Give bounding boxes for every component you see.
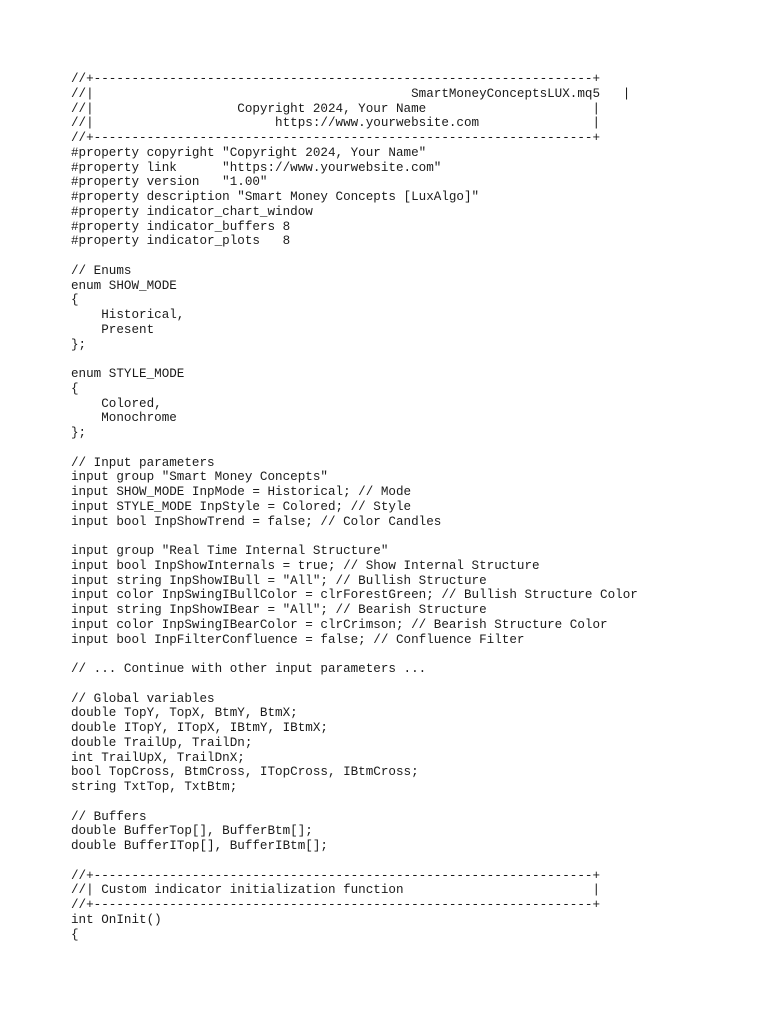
code-line: string TxtTop, TxtBtm; (71, 780, 238, 794)
code-line: #property copyright "Copyright 2024, Your Name" (71, 145, 427, 160)
code-line: // ... Continue with other input parameters ... (71, 662, 427, 676)
code-line: int TrailUpX, TrailDnX; (71, 750, 245, 765)
code-line: Colored, (71, 396, 162, 411)
source-code-listing (71, 72, 638, 942)
code-line (71, 647, 638, 662)
code-line (71, 249, 638, 264)
code-line: Historical, (71, 308, 185, 322)
code-line: input color InpSwingIBearColor = clrCrimson; // Bearish Structure Color (71, 617, 608, 632)
code-line: // Input parameters (71, 455, 215, 470)
code-line: }; (71, 337, 87, 352)
code-line: // Enums (71, 263, 132, 278)
code-line: { (71, 293, 79, 308)
code-line: bool TopCross, BtmCross, ITopCross, IBtmCross; (71, 765, 419, 780)
code-line: Present (71, 322, 155, 337)
code-line: //+------------------------------------------------------------------+ (71, 72, 601, 86)
code-line: //+------------------------------------------------------------------+ (71, 868, 601, 883)
code-line: { (71, 381, 79, 396)
code-line: #property indicator_plots 8 (71, 234, 291, 249)
code-line: //| SmartMoneyConceptsLUX.mq5 | (71, 86, 631, 101)
code-line: int OnInit() (71, 912, 162, 927)
code-line: //| Custom indicator initialization function | (71, 883, 601, 898)
code-line: double TopY, TopX, BtmY, BtmX; (71, 706, 298, 721)
code-line: #property version "1.00" (71, 175, 268, 190)
code-line: #property description "Smart Money Concepts [LuxAlgo]" (71, 190, 480, 204)
code-line: enum SHOW_MODE (71, 278, 177, 293)
code-line: enum STYLE_MODE (71, 367, 185, 381)
code-line: // Buffers (71, 809, 147, 824)
code-line: Monochrome (71, 411, 177, 426)
code-line: double BufferITop[], BufferIBtm[]; (71, 839, 328, 853)
code-line: input bool InpShowTrend = false; // Color Candles (71, 514, 442, 529)
code-line: //| https://www.yourwebsite.com | (71, 116, 601, 131)
code-line: input SHOW_MODE InpMode = Historical; // Mode (71, 485, 412, 499)
code-line: double ITopY, ITopX, IBtmY, IBtmX; (71, 721, 328, 735)
code-line: { (71, 927, 79, 942)
code-line (71, 352, 638, 367)
code-line: input STYLE_MODE InpStyle = Colored; // Style (71, 499, 412, 514)
code-line (71, 441, 638, 456)
code-line: input group "Smart Money Concepts" (71, 470, 328, 485)
code-line: //| Copyright 2024, Your Name | (71, 101, 601, 116)
code-line: //+------------------------------------------------------------------+ (71, 898, 601, 912)
code-line: #property indicator_chart_window (71, 204, 313, 219)
code-line: input string InpShowIBull = "All"; // Bullish Structure (71, 573, 487, 588)
code-line: double TrailUp, TrailDn; (71, 735, 253, 750)
code-line: double BufferTop[], BufferBtm[]; (71, 824, 313, 839)
code-line (71, 795, 638, 810)
code-line (71, 529, 638, 544)
code-line: input color InpSwingIBullColor = clrForestGreen; // Bullish Structure Color (71, 588, 638, 603)
code-line: input bool InpFilterConfluence = false; // Confluence Filter (71, 632, 525, 647)
code-line: input group "Real Time Internal Structure" (71, 544, 389, 558)
code-line: // Global variables (71, 691, 215, 706)
code-line: //+------------------------------------------------------------------+ (71, 131, 601, 145)
code-line: #property indicator_buffers 8 (71, 219, 291, 234)
code-line: input bool InpShowInternals = true; // Show Internal Structure (71, 558, 540, 573)
code-line: }; (71, 426, 87, 440)
code-line: input string InpShowIBear = "All"; // Bearish Structure (71, 603, 487, 617)
code-line: #property link "https://www.yourwebsite.com" (71, 160, 442, 175)
code-line (71, 677, 638, 692)
code-line (71, 854, 638, 869)
